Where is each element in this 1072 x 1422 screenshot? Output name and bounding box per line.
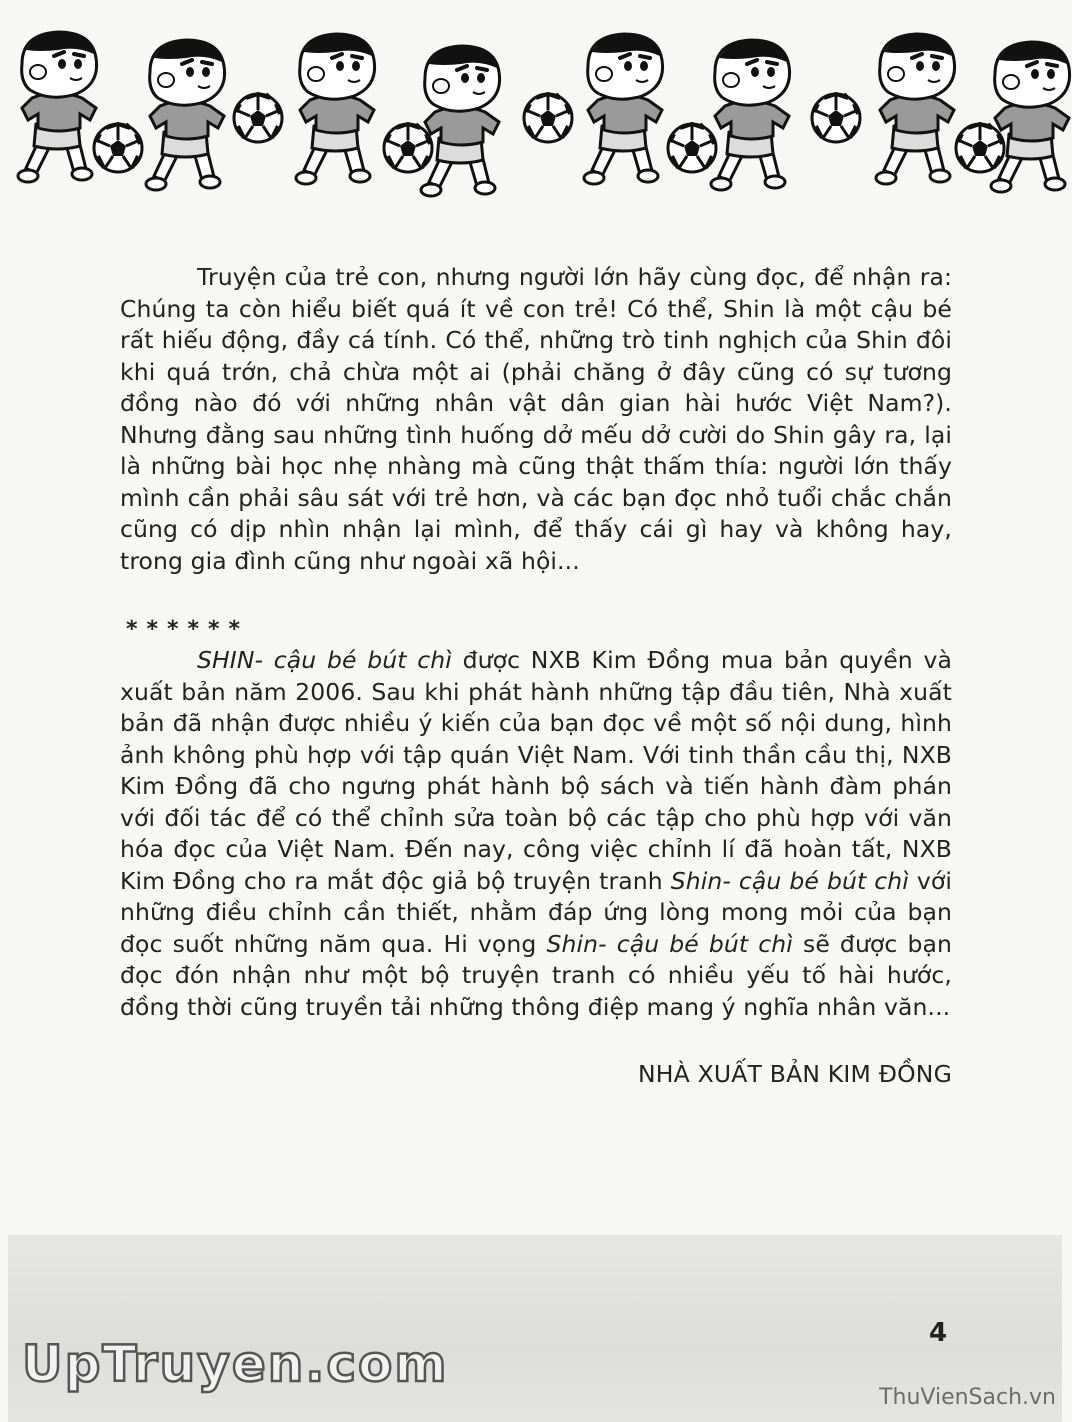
first-paragraph: Truyện của trẻ con, nhưng người lớn hãy cùng đọc, để nhận ra: Chúng ta còn hiểu biết quá ít về con trẻ! Có thể, Shin là một cậu bé rất hiếu động, đầy cá tính. Có thể, những trò tinh nghịch của Shin đôi khi quá trớn, chả chừa một ai (phải chăng ở đây cũng có sự tương đồng nào đó với những nhân vật dân gian hài hước Việt Nam?). Nhưng đằng sau những tình huống dở mếu dở cười do Shin gây ra, lại là những bài học nhẹ nhàng mà cũng thật thấm thía: người lớn thấy mình cần phải sâu sát với trẻ hơn, và các bạn đọc nhỏ tuổi chắc chắn cũng có dịp nhìn nhận lại mình, để thấy cái gì hay và không hay, trong gia đình cũng như ngoài xã hội...: [120, 263, 952, 575]
shin-football-banner: [0, 0, 1072, 200]
book-title: Shin- cậu bé bút chì: [670, 866, 909, 895]
second-paragraph-text-1: được NXB Kim Đồng mua bản quyền và xuất bản năm 2006. Sau khi phát hành những tập đầu tiên, Nhà xuất bản đã nhận được nhiều ý kiến của bạn đọc về một số nội dung, hình ảnh không phù hợp với tập quán Việt Nam. Với tinh thần cầu thị, NXB Kim Đồng đã cho ngưng phát hành bộ sách và tiến hành đàm phán với đối tác để có thể chỉnh sửa toàn bộ các tập cho phù hợp với văn hóa đọc của Việt Nam. Đến nay, công việc chỉnh lí đã hoàn tất, NXB Kim Đồng cho ra mắt độc giả bộ truyện tranh: [120, 646, 952, 895]
publisher-signature: NHÀ XUẤT BẢN KIM ĐỒNG: [637, 1060, 952, 1088]
book-title: Shin- cậu bé bút chì: [546, 929, 793, 958]
thuviensach-watermark: ThuVienSach.vn: [879, 1385, 1056, 1410]
section-separator: ******: [126, 617, 250, 642]
uptruyen-watermark: UpTruyen.com: [22, 1335, 449, 1393]
book-title: SHIN- cậu bé bút chì: [197, 646, 452, 674]
body-text: [120, 262, 952, 1023]
second-paragraph: [120, 645, 952, 1023]
page-number: 4: [929, 1318, 948, 1348]
second-paragraph-text-3: sẽ được bạn đọc đón nhận như một bộ truyện tranh có nhiều yếu tố hài hước, đồng thời cũng truyền tải những thông điệp mang ý nghĩa nhân văn...: [120, 929, 952, 1021]
second-paragraph-text-2: với những điều chỉnh cần thiết, nhằm đáp ứng lòng mong mỏi của bạn đọc suốt những năm qua. Hi vọng: [120, 866, 953, 958]
